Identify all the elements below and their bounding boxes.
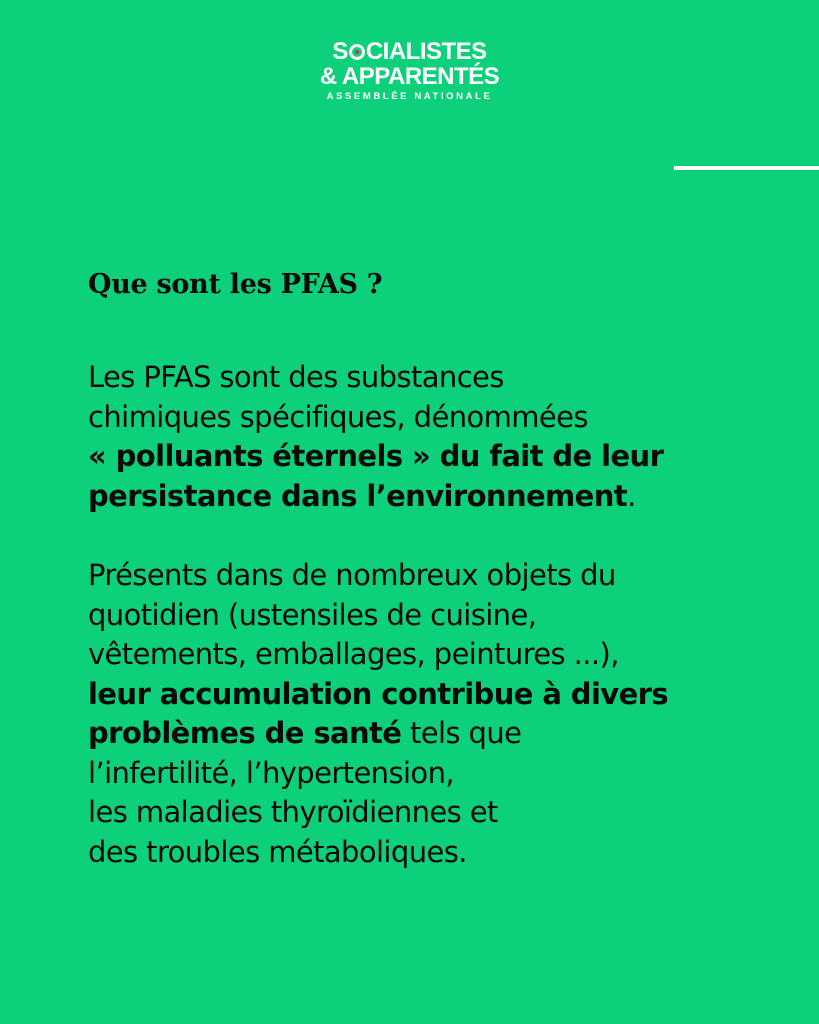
bold-text: problèmes de santé [88,716,402,750]
paragraph-health [88,556,788,872]
bold-text: leur accumulation contribue à divers [88,676,669,711]
rose-icon [349,44,365,60]
logo-line-3: ASSEMBLÉE NATIONALE [326,91,493,102]
decorative-rule [674,166,819,170]
logo-socialistes-apparentes [0,40,819,102]
text-line [88,437,788,477]
logo-line-1: S CIALISTES [332,38,487,65]
text-line: l’infertilité, l’hypertension, [88,755,454,790]
text-line [88,675,788,715]
text-line: vêtements, emballages, peintures ...), [88,637,619,671]
text-line: problèmes de santé tels que [88,716,522,750]
text-line: des troubles métaboliques. [88,834,467,869]
text-line: Les PFAS sont des substances [88,360,504,394]
text-line: les maladies thyroïdiennes et [88,795,498,829]
text-line: quotidien (ustensiles de cuisine, [88,597,537,632]
main-content [88,265,788,872]
bold-text: « polluants éternels » du fait de leur [88,439,664,473]
text-line: persistance dans l’environnement. [88,478,636,513]
text-line: chimiques spécifiques, dénommées [88,399,588,434]
page-title: Que sont les PFAS ? [88,269,383,300]
text-line: Présents dans de nombreux objets du [88,558,616,592]
logo-line-2: & APPARENTÉS [319,63,500,90]
bold-text: persistance dans l’environnement [88,478,628,513]
paragraph-definition [88,358,788,516]
